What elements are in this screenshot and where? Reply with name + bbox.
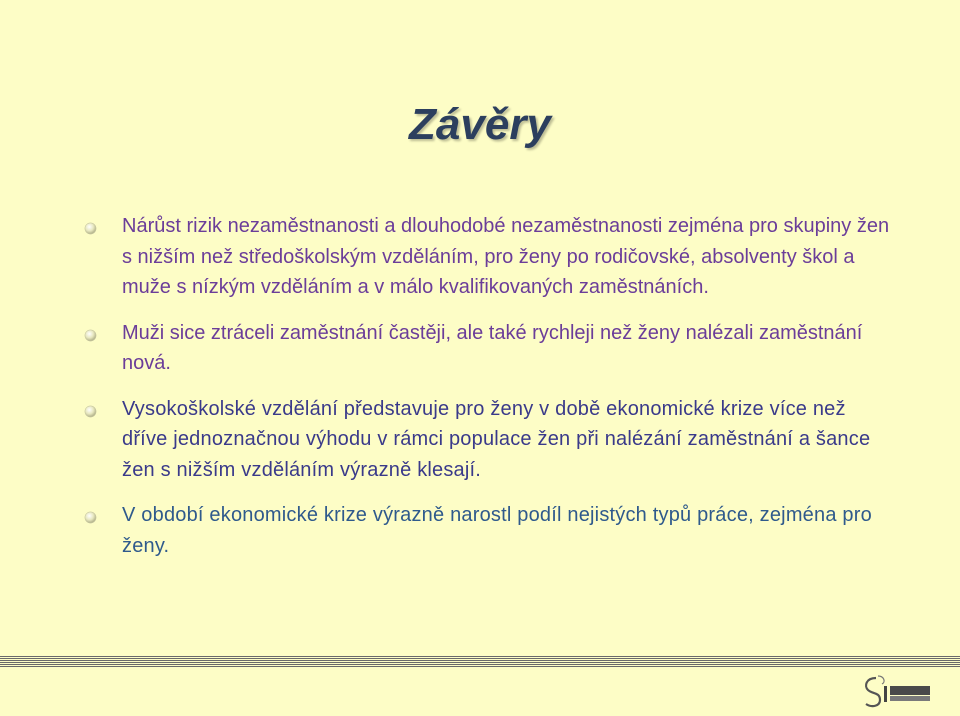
bullet-text: Vysokoškolské vzdělání představuje pro ženy v době ekonomické krize více než dříve jednoznačnou výhodu v rámci populace žen při nalézání zaměstnání a šance žen s nižším vzděláním výrazně klesají. <box>122 397 871 481</box>
bullet-dot-icon <box>84 329 97 342</box>
slide-title: Závěry <box>409 100 551 149</box>
bullet-dot-icon <box>84 405 97 418</box>
bullet-text: V období ekonomické krize výrazně narostl podíl nejistých typů práce, zejména pro ženy. <box>122 504 872 557</box>
list-item <box>84 318 894 379</box>
list-item <box>84 500 894 561</box>
bullet-dot-icon <box>84 222 97 235</box>
footer-rule <box>0 656 960 667</box>
bullet-dot-icon <box>84 511 97 524</box>
gender-logo-icon <box>862 672 932 710</box>
list-item <box>84 394 894 486</box>
bullet-list <box>84 211 894 576</box>
list-item <box>84 211 894 303</box>
bullet-text: Nárůst rizik nezaměstnanosti a dlouhodobé nezaměstnanosti zejména pro skupiny žen s nižším než středoškolským vzděláním, pro ženy po rodičovské, absolventy škol a muže s nízkým vzděláním a v málo kvalifikovaných zaměstnáních. <box>122 215 890 298</box>
bullet-text: Muži sice ztráceli zaměstnání častěji, ale také rychleji než ženy nalézali zaměstnání nová. <box>122 321 863 374</box>
